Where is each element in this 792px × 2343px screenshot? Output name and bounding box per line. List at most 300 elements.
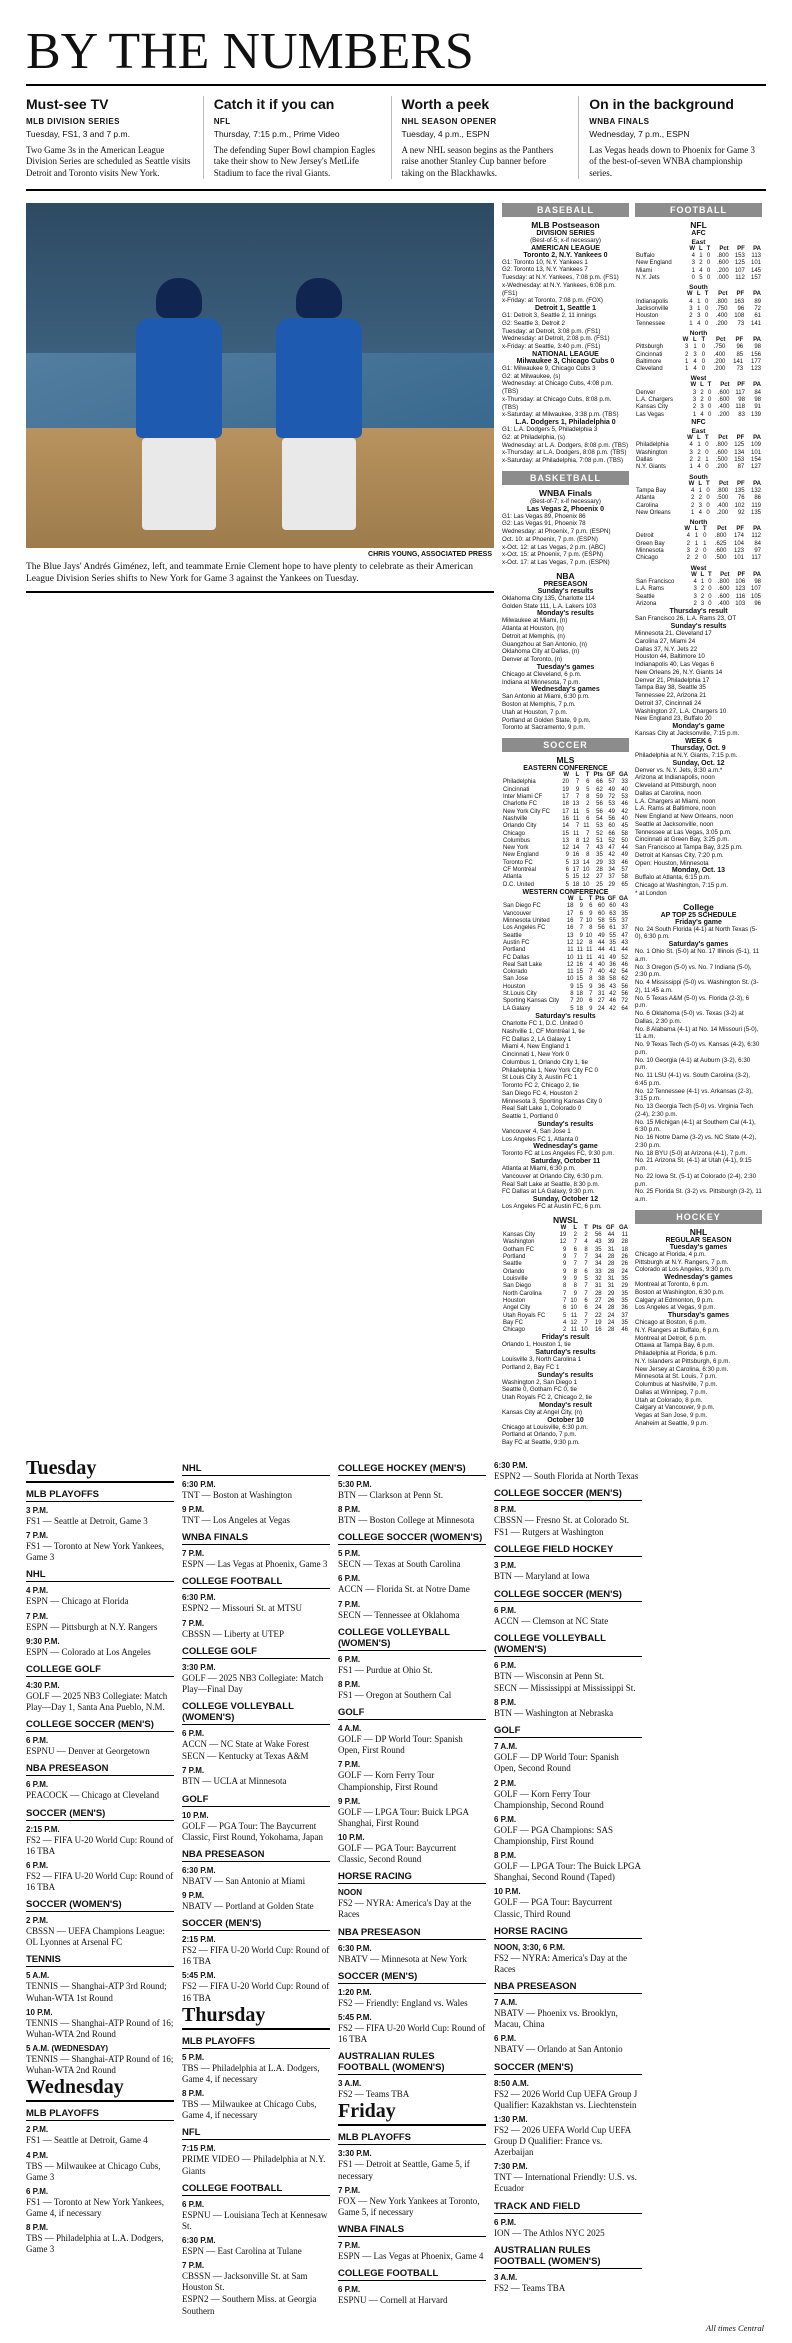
listing-event: GOLF — DP World Tour: Spanish Open, First Round: [338, 1734, 463, 1756]
table-cell: Houston: [503, 1297, 526, 1304]
time-heading: 4 P.M.: [26, 1586, 49, 1596]
table-cell: 2: [700, 389, 704, 396]
time-heading: 6 P.M.: [338, 2285, 361, 2295]
sport-heading: NFL: [182, 2127, 330, 2140]
table-cell: Baltimore: [636, 358, 662, 365]
table-cell: 112: [735, 275, 745, 281]
listing-event: ESPNU — Denver at Georgetown: [26, 1746, 150, 1757]
table-cell: Orlando City: [503, 823, 537, 830]
table-cell: Pittsburgh: [636, 344, 664, 351]
table-cell: 36: [598, 983, 605, 990]
promo-strip: [26, 96, 766, 191]
table-cell: 7: [584, 1312, 588, 1319]
agate-line: Oklahoma City 135, Charlotte 114: [502, 594, 595, 602]
listing-event: FS2 — Friendly: England vs. Wales: [338, 1997, 468, 2008]
table-cell: 16: [566, 925, 574, 932]
agate-heading: Tuesday's games: [536, 663, 595, 671]
agate-line: Seattle at Jacksonville, noon: [635, 820, 714, 828]
table-cell: New York: [503, 845, 529, 852]
table-cell: 96: [737, 305, 745, 312]
table-cell: 0: [706, 253, 711, 260]
division-standings: [635, 526, 762, 563]
time-heading: 8 P.M.: [338, 1505, 361, 1515]
table-cell: 15: [576, 976, 583, 983]
table-cell: Seattle: [503, 1261, 522, 1268]
table-cell: 11: [586, 947, 593, 954]
table-cell: 24: [607, 1312, 615, 1319]
table-cell: Angel City: [503, 1305, 531, 1312]
table-cell: Austin FC: [503, 939, 530, 946]
agate-line: Los Angeles FC 1, Atlanta 0: [502, 1135, 579, 1143]
time-heading: 7 P.M.: [338, 1599, 361, 1609]
table-cell: Carolina: [636, 502, 659, 509]
table-row: [635, 586, 762, 593]
time-heading: 6:30 P.M.: [182, 2236, 216, 2245]
agate-heading: Wednesday's game: [533, 1143, 598, 1151]
table-cell: 60: [598, 903, 605, 910]
column-header: PA: [753, 291, 761, 298]
table-cell: 1: [692, 411, 697, 418]
table-cell: 51: [596, 837, 603, 844]
table-cell: 55: [609, 917, 616, 924]
table-cell: 8: [586, 793, 590, 800]
table-cell: 14: [572, 845, 580, 852]
table-cell: .200: [713, 366, 726, 373]
table-cell: 20: [562, 779, 569, 786]
table-cell: 5: [584, 1275, 588, 1282]
listing-event: CBSSN — Jacksonville St. at Sam Houston St.: [182, 2271, 308, 2293]
table-cell: .800: [716, 253, 729, 260]
division-standings: [635, 337, 762, 374]
promo-label: MLB DIVISION SERIES: [26, 117, 120, 126]
day-heading: Friday: [338, 2100, 486, 2126]
day-heading: Tuesday: [26, 1457, 174, 1483]
table-cell: 57: [608, 779, 615, 786]
table-cell: 2: [584, 1232, 588, 1239]
table-cell: 135: [750, 509, 761, 516]
promo-when: Tuesday, 4 p.m., ESPN: [401, 129, 490, 139]
table-row: [635, 510, 762, 517]
time-heading: 7 P.M.: [338, 1760, 361, 1770]
table-cell: 2: [692, 404, 697, 411]
table-row: [502, 1247, 629, 1254]
listing-event: TENNIS — Shanghai-ATP 3rd Round; Wuhan-WTA 1st Round: [26, 1981, 167, 2003]
column-header: Pct: [718, 480, 729, 487]
table-cell: Los Angeles FC: [503, 925, 546, 932]
table-cell: 17: [572, 867, 580, 874]
time-heading: 5:45 P.M.: [182, 1971, 216, 1981]
listing-event: FS2 — Teams TBA: [338, 2089, 410, 2100]
table-cell: Minnesota United: [503, 917, 550, 924]
table-cell: 10: [566, 954, 574, 961]
table-cell: 86: [754, 495, 761, 502]
agate-heading: East: [691, 428, 706, 435]
table-cell: Vancouver: [503, 910, 532, 917]
agate-heading: Saturday's results: [535, 1013, 596, 1020]
table-cell: L.A. Rams: [636, 586, 665, 593]
listing-event: GOLF — DP World Tour: Spanish Open, Second Round: [494, 1752, 619, 1774]
photo-caption: The Blue Jays' Andrés Giménez, left, and teammate Ernie Clement hope to have plenty to celebrate as their American League Division Series shifts to New York for Game 3 against the Yankees on Tuesday.: [26, 558, 494, 593]
helmet-shape: [296, 278, 342, 318]
agate-heading: Sunday, Oct. 12: [672, 759, 725, 767]
time-heading: 7:15 P.M.: [182, 2144, 216, 2154]
time-heading: 7:30 P.M.: [494, 2162, 528, 2172]
time-heading: 6 P.M.: [26, 1736, 49, 1746]
table-cell: 7: [589, 969, 593, 976]
table-row: [502, 1261, 629, 1268]
column-header: PF: [736, 480, 745, 487]
table-cell: 4: [693, 579, 697, 585]
table-row: [502, 801, 629, 808]
table-cell: 11: [576, 954, 583, 961]
column-header: T: [584, 1224, 588, 1231]
listing-event: ACCN — Florida St. at Notre Dame: [338, 1584, 470, 1595]
table-row: [502, 1283, 629, 1290]
table-cell: 13: [572, 801, 580, 808]
agate-line: Portland at Orlando, 7 p.m.: [502, 1431, 577, 1439]
time-heading: 10 P.M.: [338, 1832, 365, 1842]
table-cell: 54: [621, 969, 628, 976]
agate-heading: Saturday, October 11: [530, 1158, 601, 1165]
table-cell: 43: [609, 983, 616, 990]
table-cell: 2: [693, 600, 697, 607]
table-cell: 18: [621, 1246, 628, 1253]
table-cell: 44: [621, 947, 628, 954]
time-heading: 7 P.M.: [182, 2261, 205, 2271]
time-heading: 8 P.M.: [494, 1505, 517, 1515]
table-cell: 72: [754, 305, 761, 312]
table-cell: 2: [684, 351, 689, 358]
table-cell: Cleveland: [636, 366, 663, 373]
table-cell: 8: [589, 976, 593, 983]
table-cell: North Carolina: [503, 1290, 542, 1297]
table-cell: 103: [735, 600, 746, 607]
sport-heading: GOLF: [494, 1725, 642, 1738]
agate-heading: East: [691, 238, 706, 246]
table-cell: 12: [559, 1239, 567, 1246]
nl-label: NATIONAL LEAGUE: [532, 350, 599, 358]
table-cell: 11: [621, 1232, 628, 1239]
sport-heading: COLLEGE GOLF: [26, 1664, 174, 1677]
listing-event: GOLF — Korn Ferry Tour Championship, First Round: [338, 1770, 438, 1792]
agate-line: x-Saturday: at Philadelphia, 7:08 p.m. (TBS): [502, 457, 624, 464]
sport-heading: NBA PRESEASON: [338, 1927, 486, 1940]
agate-line: Real Salt Lake at Seattle, 8:30 p.m.: [502, 1180, 600, 1188]
table-cell: Atlanta: [503, 874, 522, 881]
sport-heading: WNBA FINALS: [182, 1532, 330, 1545]
agate-heading: Saturday's games: [668, 941, 729, 948]
table-cell: 6: [584, 1268, 588, 1275]
agate-line: No. 13 Georgia Tech (5-0) vs. Virginia Tech (2-4), 2:30 p.m.: [635, 1103, 753, 1118]
sport-heading: COLLEGE VOLLEYBALL (WOMEN'S): [338, 1627, 486, 1651]
table-cell: Washington: [636, 449, 668, 456]
listing-event: GOLF — Korn Ferry Tour Championship, Second Round: [494, 1788, 604, 1810]
table-cell: New Orleans: [636, 509, 671, 516]
table-cell: 10: [581, 1327, 588, 1334]
agate-heading: Monday's results: [537, 610, 594, 618]
table-cell: 0: [705, 442, 709, 449]
table-cell: Philadelphia: [503, 779, 536, 786]
table-cell: Nashville: [503, 815, 528, 822]
time-heading: 10 P.M.: [182, 1810, 209, 1820]
table-cell: 4: [699, 267, 703, 274]
table-cell: 17: [562, 793, 569, 800]
time-heading: 6 P.M.: [182, 2199, 205, 2209]
column-header: T: [701, 336, 706, 343]
listing-event: NBATV — Portland at Golden State: [182, 1900, 314, 1911]
table-cell: 31: [607, 1246, 615, 1253]
table-cell: 5: [565, 874, 569, 881]
table-row: [635, 488, 762, 495]
table-cell: 53: [596, 823, 603, 830]
table-cell: 13: [572, 859, 580, 866]
listing-event: FS1 — Seattle at Detroit, Game 4: [26, 2135, 148, 2146]
table-cell: 3: [692, 389, 697, 396]
nl-series-1: Milwaukee 3, Chicago Cubs 0: [516, 357, 615, 365]
table-cell: 11: [567, 947, 574, 954]
table-cell: 49: [608, 786, 615, 793]
table-row: [502, 1276, 629, 1283]
college-schedule: [635, 919, 762, 1204]
table-cell: 7: [579, 917, 583, 924]
column-header: PA: [753, 245, 761, 252]
agate-line: Boston at Washington, 6:30 p.m.: [635, 1288, 725, 1296]
table-cell: 7: [562, 1297, 567, 1304]
sport-heading: HORSE RACING: [494, 1926, 642, 1939]
table-cell: 27: [594, 1297, 602, 1304]
time-heading: 6 P.M.: [182, 1729, 205, 1739]
column-header: [635, 572, 688, 579]
nhl-title: NHL: [689, 1226, 708, 1237]
promo-desc: A new NHL season begins as the Panthers raise another Stanley Cup banner before taking on the Blackhawks.: [401, 145, 554, 178]
table-cell: 7: [575, 793, 580, 800]
agate-line: Guangzhou at San Antonio, (n): [502, 640, 587, 648]
table-cell: 54: [596, 815, 603, 822]
table-cell: 104: [734, 540, 745, 547]
table-cell: 29: [608, 881, 615, 888]
table-cell: 65: [621, 881, 628, 888]
sport-heading: NHL: [26, 1569, 174, 1582]
time-heading: 9:30 P.M.: [26, 1636, 60, 1646]
listing-event: ESPN2 — Southern Miss. at Georgia Southern: [182, 2294, 317, 2316]
section-bar-hockey: HOCKEY: [635, 1210, 762, 1224]
table-cell: 174: [734, 533, 745, 540]
agate-heading: Sunday's results: [537, 1371, 594, 1379]
sport-heading: MLB PLAYOFFS: [338, 2132, 486, 2145]
agate-heading: Thursday, Oct. 9: [671, 744, 726, 752]
table-cell: 18: [576, 991, 583, 998]
agate-line: Colorado at Los Angeles, 9:30 p.m.: [635, 1266, 732, 1274]
wnba-finals-title: WNBA Finals: [538, 487, 593, 498]
time-heading: 8 P.M.: [182, 2089, 205, 2099]
table-row: [635, 260, 762, 267]
table-cell: .400: [717, 600, 730, 607]
sport-heading: WNBA FINALS: [338, 2224, 486, 2237]
time-heading: 5 A.M.: [26, 1971, 50, 1981]
table-cell: 58: [598, 917, 605, 924]
mls-title: MLS: [556, 755, 575, 765]
sport-heading: COLLEGE GOLF: [182, 1646, 330, 1659]
agate-line: Wednesday: at Chicago Cubs, 4:08 p.m. (TBS): [502, 380, 613, 395]
sport-heading: COLLEGE VOLLEYBALL (WOMEN'S): [494, 1633, 642, 1657]
table-cell: 13: [566, 932, 574, 939]
table-cell: San Jose: [503, 976, 529, 983]
column-header: GF: [606, 1224, 615, 1231]
table-cell: 28: [607, 1268, 615, 1275]
table-cell: 49: [608, 808, 615, 815]
time-heading: 7 P.M.: [182, 1549, 205, 1559]
time-heading: 8 P.M.: [494, 1851, 517, 1861]
table-cell: 118: [735, 404, 745, 411]
table-cell: 35: [594, 1246, 602, 1253]
table-cell: 43: [621, 903, 628, 910]
table-cell: 0: [706, 487, 710, 494]
agate-line: Boston at Memphis, 7 p.m.: [502, 701, 576, 708]
table-cell: 96: [736, 344, 744, 351]
table-cell: 6: [562, 1305, 567, 1312]
table-cell: 119: [751, 502, 761, 509]
table-cell: 109: [750, 442, 761, 449]
table-cell: 49: [598, 932, 605, 939]
table-cell: 117: [735, 389, 745, 396]
table-cell: 19: [559, 1232, 567, 1239]
table-cell: 132: [750, 487, 761, 494]
table-cell: 46: [609, 998, 616, 1005]
table-cell: 7: [584, 1254, 588, 1260]
table-cell: 3: [689, 305, 693, 312]
time-heading: 7 P.M.: [182, 1766, 205, 1776]
table-cell: 1: [684, 358, 689, 365]
table-cell: 15: [572, 874, 580, 881]
column-header: Pct: [718, 291, 728, 298]
time-heading: 2 P.M.: [26, 1916, 49, 1926]
table-cell: 26: [607, 1297, 615, 1304]
sport-heading: SOCCER (WOMEN'S): [26, 1899, 174, 1912]
time-heading: 3 P.M.: [26, 1505, 49, 1515]
table-row: [635, 359, 762, 366]
jersey-shape: [276, 318, 362, 438]
table-row: [502, 947, 629, 954]
table-row: [502, 976, 629, 983]
table-cell: Kansas City: [503, 1232, 536, 1239]
table-cell: 10: [570, 1305, 577, 1312]
listing-event: GOLF — LPGA Tour: The Buick LPGA Shanghai, Second Round (Taped): [494, 1861, 641, 1883]
time-heading: 6 P.M.: [338, 1654, 361, 1664]
time-heading: 6 P.M.: [26, 1780, 49, 1790]
al-series-1-lines: [502, 259, 629, 306]
section-bar-baseball: BASEBALL: [502, 203, 629, 217]
listing-event: PRIME VIDEO — Philadelphia at N.Y. Giants: [182, 2154, 326, 2176]
table-cell: 42: [609, 991, 616, 998]
afc-standings: [635, 239, 762, 419]
table-cell: 0: [705, 305, 709, 312]
table-cell: 33: [608, 859, 615, 866]
table-cell: 10: [585, 932, 593, 939]
column-header: L: [700, 571, 705, 578]
table-cell: 6: [589, 998, 593, 1005]
table-cell: 29: [596, 859, 603, 866]
agate-line: Minnesota 3, Sporting Kansas City 0: [502, 1097, 603, 1105]
listing-event: TBS — Milwaukee at Chicago Cubs, Game 4, if necessary: [182, 2099, 317, 2121]
table-cell: 32: [594, 1275, 602, 1282]
table-cell: .800: [716, 487, 729, 494]
table-cell: 72: [621, 998, 628, 1005]
time-heading: 7 A.M.: [494, 1998, 518, 2008]
table-cell: Houston: [636, 313, 659, 320]
table-cell: Bay FC: [503, 1319, 524, 1326]
mls-west-title: WESTERN CONFERENCE: [522, 889, 609, 896]
table-cell: 3: [693, 593, 697, 600]
sport-heading: HORSE RACING: [338, 1871, 486, 1884]
table-cell: Indianapolis: [636, 298, 669, 305]
table-cell: 19: [594, 1319, 602, 1326]
table-row: [635, 503, 762, 510]
agate-line: G1: Detroit 3, Seattle 2, 11 innings: [502, 312, 597, 319]
table-cell: 101: [750, 260, 761, 267]
agate-line: N.Y. Islanders at Pittsburgh, 6 p.m.: [635, 1357, 731, 1365]
table-cell: 17: [566, 910, 574, 917]
promo-desc: Las Vegas heads down to Phoenix for Game 3 of the best-of-seven WNBA championship series.: [589, 145, 756, 178]
table-cell: 19: [562, 786, 569, 793]
table-cell: 135: [734, 487, 745, 494]
table-cell: 1: [705, 456, 709, 463]
agate-line: Toronto at Sacramento, 9 p.m.: [502, 724, 586, 732]
table-cell: 2: [690, 502, 695, 509]
column-header: GA: [619, 772, 628, 778]
table-cell: 43: [596, 845, 603, 852]
listing-event: GOLF — PGA Tour: The Baycurrent Classic, First Round, Yokohama, Japan: [182, 1820, 324, 1842]
time-heading: 7 P.M.: [338, 2241, 361, 2250]
table-cell: 58: [621, 830, 628, 837]
table-row: [635, 594, 762, 601]
column-header: Pct: [719, 245, 729, 252]
table-cell: 34: [608, 867, 615, 874]
table-cell: 4: [686, 533, 690, 540]
table-cell: Cincinnati: [503, 786, 530, 793]
time-heading: 5:45 P.M.: [338, 2012, 372, 2022]
nwsl-title: NWSL: [552, 1214, 579, 1225]
agate-line: Kansas City at Angel City, (n): [502, 1408, 583, 1416]
division-standings: [635, 481, 762, 518]
table-cell: 31: [607, 1283, 615, 1290]
table-cell: .200: [713, 358, 726, 365]
agate-line: Minnesota 21, Cleveland 17: [635, 630, 712, 637]
table-cell: 42: [609, 969, 616, 976]
table-cell: Arizona: [636, 600, 657, 607]
column-header: [502, 896, 565, 903]
table-cell: 0: [706, 502, 710, 509]
table-cell: 145: [750, 267, 761, 274]
table-cell: 4: [689, 298, 693, 305]
agate-heading: West: [690, 564, 707, 572]
table-row: [502, 955, 629, 962]
agate-line: Philadelphia at Florida, 6 p.m.: [635, 1350, 717, 1357]
listing-event: ESPNU — Louisiana Tech at Kennesaw St.: [182, 2209, 328, 2231]
table-cell: 1: [693, 344, 697, 351]
agate-line: San Francisco 26, L.A. Rams 23, OT: [635, 615, 737, 623]
table-cell: 98: [738, 397, 745, 404]
table-cell: 28: [594, 1290, 602, 1297]
table-row: [502, 1239, 629, 1246]
promo-heading: Catch it if you can: [213, 96, 335, 112]
table-cell: .400: [716, 502, 729, 509]
sport-heading: COLLEGE FIELD HOCKEY: [494, 1544, 642, 1557]
agate-line: Wednesday: at Phoenix, 7 p.m. (ESPN): [502, 528, 611, 535]
ap-top-25-label: AP TOP 25 SCHEDULE: [660, 911, 737, 919]
time-heading: 7 A.M.: [494, 1742, 518, 1752]
table-cell: 6: [584, 1305, 588, 1312]
table-cell: 63: [609, 910, 616, 917]
